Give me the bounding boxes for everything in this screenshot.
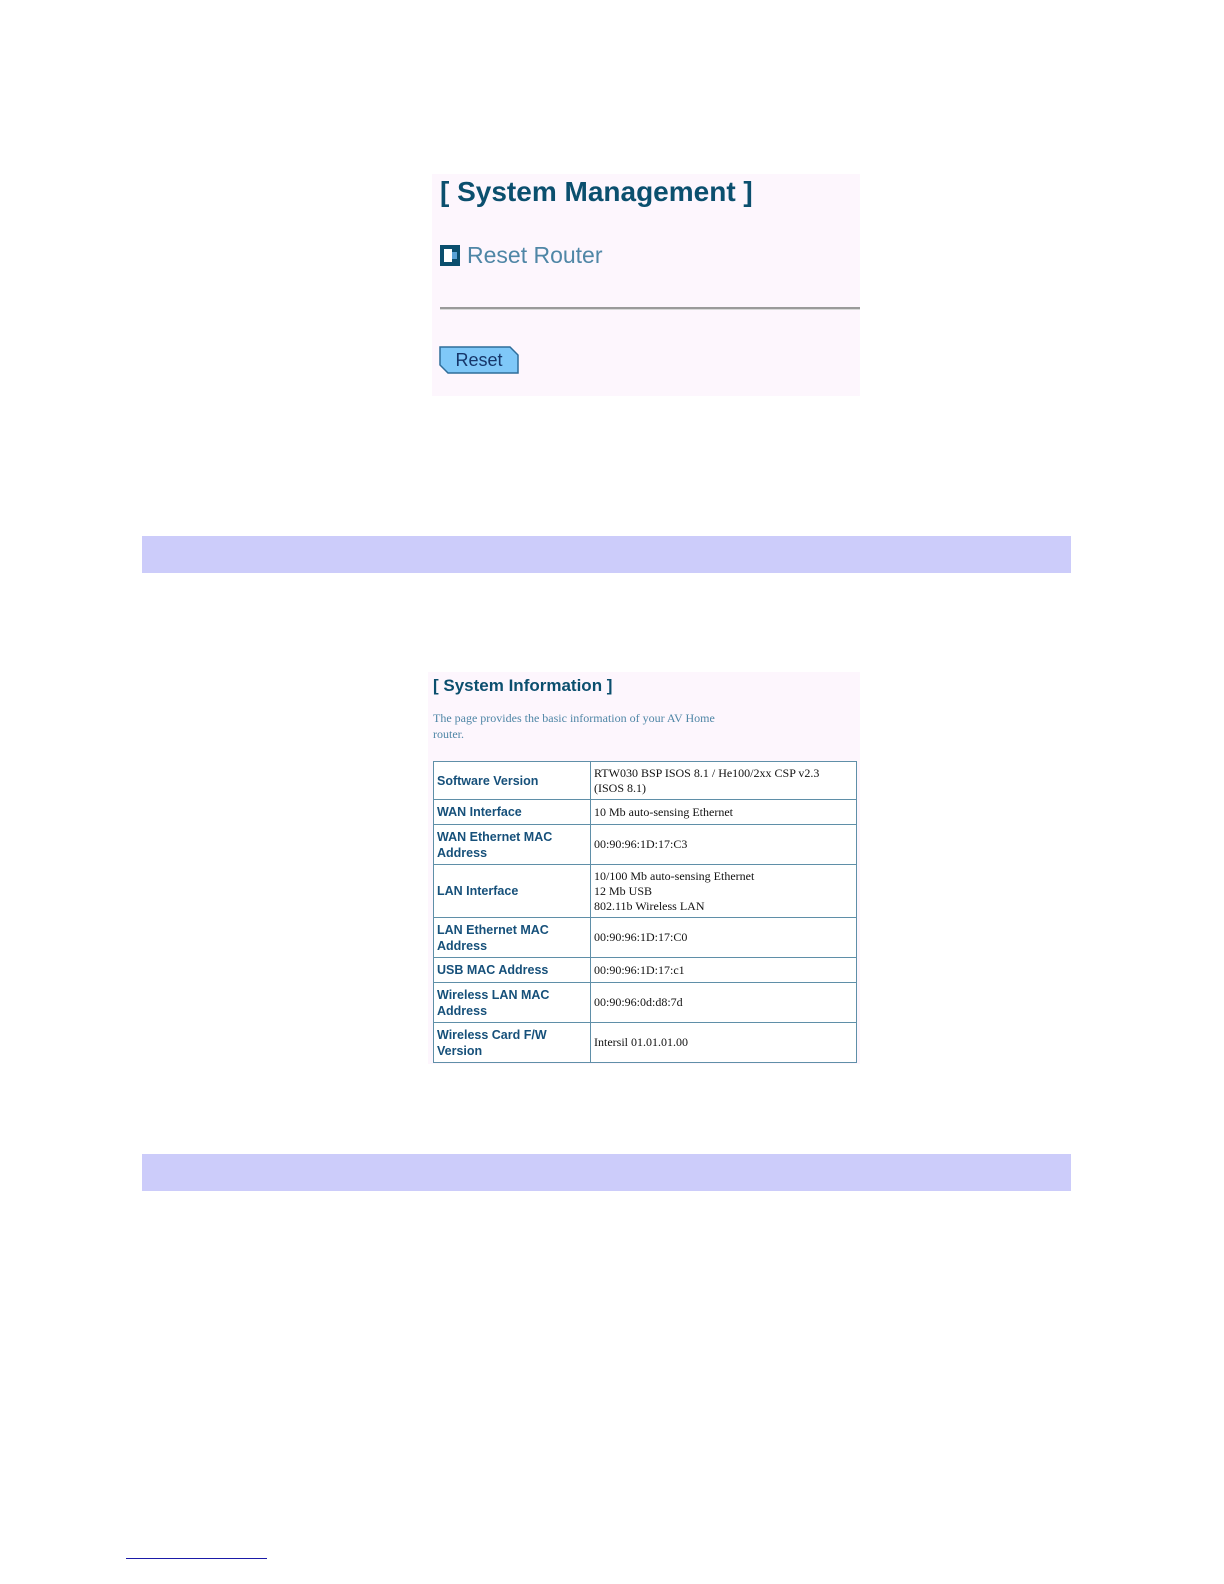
reset-router-label: Reset Router — [467, 242, 603, 268]
row-value — [591, 918, 857, 958]
system-management-title: [ System Management ] — [440, 176, 753, 207]
row-label: WAN Interface — [434, 800, 591, 825]
system-information-screenshot — [428, 672, 860, 1064]
row-value-line: 802.11b Wireless LAN — [594, 898, 705, 913]
system-information-title: [ System Information ] — [433, 676, 613, 695]
row-value-line: (ISOS 8.1) — [594, 780, 647, 795]
reset-button[interactable] — [439, 346, 519, 374]
row-value — [591, 800, 857, 825]
table-row — [434, 825, 857, 865]
table-row — [434, 762, 857, 800]
table-row — [434, 1023, 857, 1063]
row-value-line: Intersil 01.01.01.00 — [594, 1035, 688, 1049]
row-value — [591, 983, 857, 1023]
reset-button-label: Reset — [455, 350, 503, 370]
section-bar — [142, 536, 1071, 573]
row-label: LAN Ethernet MAC Address — [434, 918, 591, 958]
row-value-line: 12 Mb USB — [594, 883, 653, 898]
row-label: Software Version — [434, 762, 591, 800]
divider — [440, 307, 860, 310]
system-management-screenshot — [432, 174, 860, 396]
row-value — [591, 1023, 857, 1063]
footnote-separator — [126, 1558, 267, 1559]
row-value-line: 10 Mb auto-sensing Ethernet — [594, 804, 733, 819]
row-label: WAN Ethernet MAC Address — [434, 825, 591, 865]
row-value — [591, 958, 857, 983]
square-bullet-icon — [440, 245, 460, 266]
table-row — [434, 983, 857, 1023]
table-row — [434, 800, 857, 825]
table-row — [434, 918, 857, 958]
system-information-description: The page provides the basic information of your AV Home router. — [433, 711, 715, 741]
row-label: LAN Interface — [434, 865, 591, 918]
section-bar — [142, 1154, 1071, 1191]
row-label: USB MAC Address — [434, 958, 591, 983]
row-label: Wireless Card F/W Version — [434, 1023, 591, 1063]
row-value — [591, 825, 857, 865]
row-value-line: 10/100 Mb auto-sensing Ethernet — [594, 868, 755, 883]
row-value — [591, 762, 857, 800]
table-row — [434, 958, 857, 983]
reset-router-heading — [440, 242, 603, 269]
row-value-line: 00:90:96:1D:17:C3 — [594, 837, 688, 851]
row-label: Wireless LAN MAC Address — [434, 983, 591, 1023]
row-value — [591, 865, 857, 918]
row-value-line: 00:90:96:1D:17:c1 — [594, 962, 685, 977]
row-value-line: 00:90:96:0d:d8:7d — [594, 995, 683, 1009]
system-information-table — [433, 761, 857, 1063]
row-value-line: 00:90:96:1D:17:C0 — [594, 930, 688, 944]
row-value-line: RTW030 BSP ISOS 8.1 / He100/2xx CSP v2.3 — [594, 765, 820, 780]
table-row — [434, 865, 857, 918]
